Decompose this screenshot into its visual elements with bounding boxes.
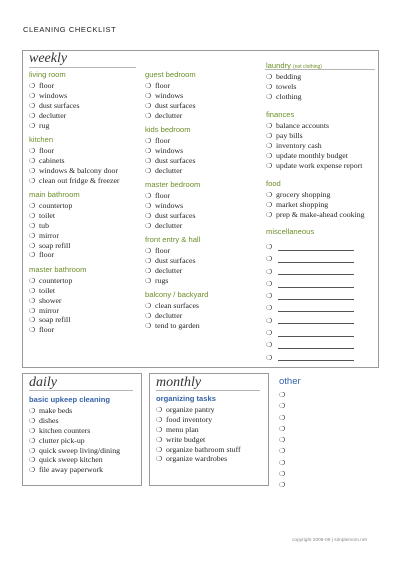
checklist-item bbox=[266, 82, 378, 92]
checklist-item bbox=[279, 468, 319, 479]
checklist-item-label: mirror bbox=[39, 230, 59, 240]
checklist-item bbox=[266, 339, 378, 351]
checklist-item bbox=[29, 436, 141, 446]
weekly-column-1 bbox=[29, 70, 144, 335]
food-section bbox=[266, 179, 378, 220]
checklist-item-label: update monthly budget bbox=[276, 150, 348, 160]
checklist-item bbox=[29, 166, 144, 176]
checkbox-icon[interactable]: ❍ bbox=[266, 92, 273, 101]
checklist-item bbox=[29, 296, 144, 306]
other-items bbox=[279, 389, 319, 491]
checklist-item-label: tub bbox=[39, 220, 49, 230]
laundry-items bbox=[266, 72, 378, 102]
checklist-item-label: rug bbox=[39, 120, 50, 130]
checklist-item-label: towels bbox=[276, 81, 297, 91]
checklist-item bbox=[29, 446, 141, 456]
checkbox-icon[interactable]: ❍ bbox=[279, 470, 286, 479]
checklist-item-label: dust surfaces bbox=[155, 210, 196, 220]
checklist-item bbox=[266, 315, 378, 327]
checklist-item-label: declutter bbox=[155, 265, 183, 275]
checkbox-icon[interactable]: ❍ bbox=[156, 445, 163, 454]
section-heading: living room bbox=[29, 70, 66, 79]
checkbox-icon[interactable]: ❍ bbox=[266, 279, 273, 288]
checklist-item-label: quick sweep living/dining bbox=[39, 445, 120, 455]
checklist-item-label: tend to garden bbox=[155, 321, 200, 331]
room-section bbox=[29, 70, 144, 130]
finances-section bbox=[266, 110, 378, 170]
checklist-item bbox=[266, 327, 378, 339]
room-section bbox=[145, 70, 260, 121]
checkbox-icon[interactable]: ❍ bbox=[29, 202, 36, 211]
checklist-item bbox=[29, 426, 141, 436]
checklist-item-label: balance accounts bbox=[276, 121, 330, 130]
checklist-item bbox=[29, 201, 144, 211]
room-section bbox=[145, 125, 260, 176]
checklist-item-label: dust surfaces bbox=[39, 100, 80, 110]
checklist-item bbox=[29, 111, 144, 121]
finances-heading: finances bbox=[266, 110, 295, 119]
checkbox-icon[interactable]: ❍ bbox=[29, 166, 36, 175]
checkbox-icon[interactable]: ❍ bbox=[29, 466, 36, 475]
checkbox-icon[interactable]: ❍ bbox=[29, 276, 36, 285]
checklist-item bbox=[29, 406, 141, 416]
checklist-item bbox=[29, 306, 144, 316]
checklist-item bbox=[145, 136, 260, 146]
checklist-item bbox=[29, 250, 144, 260]
food-items bbox=[266, 190, 378, 220]
checklist-item bbox=[266, 253, 378, 265]
checklist-item bbox=[145, 301, 260, 311]
checklist-item-label: market shopping bbox=[276, 199, 329, 209]
section-heading: master bathroom bbox=[29, 264, 87, 274]
checklist-item-label: dishes bbox=[39, 415, 59, 425]
checklist-item-label: windows bbox=[155, 145, 184, 155]
checkbox-icon[interactable]: ❍ bbox=[266, 141, 273, 150]
checklist-item bbox=[29, 416, 141, 426]
checklist-item-label: floor bbox=[39, 81, 55, 90]
daily-section bbox=[29, 395, 141, 475]
checkbox-icon[interactable]: ❍ bbox=[145, 257, 152, 266]
checkbox-icon[interactable]: ❍ bbox=[145, 221, 152, 230]
checklist-item-label: grocery shopping bbox=[276, 190, 331, 199]
checkbox-icon[interactable]: ❍ bbox=[266, 200, 273, 209]
checklist-item bbox=[266, 290, 378, 302]
checklist-item-label: dust surfaces bbox=[155, 155, 196, 165]
checklist-item-label: update work expense report bbox=[276, 160, 363, 170]
checkbox-icon[interactable]: ❍ bbox=[145, 101, 152, 110]
checkbox-icon[interactable]: ❍ bbox=[29, 436, 36, 445]
checklist-item-label: declutter bbox=[39, 110, 67, 120]
checkbox-icon[interactable]: ❍ bbox=[29, 121, 36, 130]
checklist-item-label: organize pantry bbox=[166, 405, 215, 414]
checkbox-icon[interactable]: ❍ bbox=[145, 302, 152, 311]
checkbox-icon[interactable]: ❍ bbox=[29, 101, 36, 110]
blank-line[interactable] bbox=[278, 281, 354, 288]
checkbox-icon[interactable]: ❍ bbox=[29, 176, 36, 185]
checklist-item-label: soap refill bbox=[39, 240, 71, 250]
checkbox-icon[interactable]: ❍ bbox=[29, 231, 36, 240]
checkbox-icon[interactable]: ❍ bbox=[145, 266, 152, 275]
checklist-item-label: quick sweep kitchen bbox=[39, 455, 103, 465]
checkbox-icon[interactable]: ❍ bbox=[29, 82, 36, 90]
checklist-item-label: windows bbox=[39, 90, 68, 100]
checklist-item bbox=[145, 276, 260, 286]
checklist-item bbox=[29, 221, 144, 231]
checklist-item bbox=[145, 266, 260, 276]
checklist-item-label: declutter bbox=[155, 311, 183, 321]
checklist-item-label: dust surfaces bbox=[155, 100, 196, 110]
checkbox-icon[interactable]: ❍ bbox=[29, 446, 36, 455]
checklist-item-label: floor bbox=[39, 250, 55, 260]
checklist-item-label: toilet bbox=[39, 210, 56, 220]
checklist-item bbox=[145, 256, 260, 266]
checklist-item bbox=[266, 278, 378, 290]
misc-section bbox=[266, 227, 378, 364]
checklist-item bbox=[279, 434, 319, 445]
checklist-item bbox=[29, 231, 144, 241]
checklist-item bbox=[266, 352, 378, 364]
checklist-item-label: organize bathroom stuff bbox=[166, 444, 241, 454]
section-heading: main bathroom bbox=[29, 190, 80, 200]
checkbox-icon[interactable]: ❍ bbox=[279, 481, 286, 490]
checkbox-icon[interactable]: ❍ bbox=[29, 221, 36, 230]
checklist-item-label: countertop bbox=[39, 275, 73, 285]
laundry-heading-label: laundry bbox=[266, 61, 291, 70]
checkbox-icon[interactable]: ❍ bbox=[145, 276, 152, 285]
checkbox-icon[interactable]: ❍ bbox=[29, 251, 36, 260]
checklist-item bbox=[156, 435, 268, 445]
checkbox-icon[interactable]: ❍ bbox=[29, 146, 36, 155]
checklist-item-label: floor bbox=[155, 81, 171, 90]
checkbox-icon[interactable]: ❍ bbox=[279, 447, 286, 456]
laundry-heading bbox=[266, 61, 378, 72]
checklist-item-label: windows & balcony door bbox=[39, 165, 119, 175]
checklist-item bbox=[29, 91, 144, 101]
checklist-item bbox=[145, 211, 260, 221]
checklist-item bbox=[266, 190, 378, 200]
checklist-item bbox=[145, 111, 260, 121]
misc-heading: miscellaneous bbox=[266, 227, 315, 236]
checkbox-icon[interactable]: ❍ bbox=[29, 211, 36, 220]
checkbox-icon[interactable]: ❍ bbox=[145, 156, 152, 165]
checkbox-icon[interactable]: ❍ bbox=[156, 415, 163, 424]
other-heading: other bbox=[279, 376, 301, 387]
checklist-item bbox=[29, 325, 144, 335]
checkbox-icon[interactable]: ❍ bbox=[29, 296, 36, 305]
checklist-item bbox=[29, 211, 144, 221]
checklist-item bbox=[145, 201, 260, 211]
blank-line[interactable] bbox=[278, 256, 354, 263]
checklist-item-label: organize wardrobes bbox=[166, 454, 228, 464]
checklist-item-label: clean out fridge & freezer bbox=[39, 175, 120, 185]
checklist-item-label: clutter pick-up bbox=[39, 435, 85, 445]
blank-line[interactable] bbox=[278, 354, 354, 361]
checkbox-icon[interactable]: ❍ bbox=[266, 73, 273, 81]
checkbox-icon[interactable]: ❍ bbox=[266, 292, 273, 301]
checkbox-icon[interactable]: ❍ bbox=[266, 341, 273, 350]
checklist-item bbox=[156, 445, 268, 455]
checklist-item bbox=[145, 166, 260, 176]
checklist-item bbox=[279, 412, 319, 423]
checkbox-icon[interactable]: ❍ bbox=[29, 326, 36, 335]
checkbox-icon[interactable]: ❍ bbox=[145, 146, 152, 155]
weekly-title: weekly bbox=[29, 51, 68, 66]
checkbox-icon[interactable]: ❍ bbox=[145, 192, 152, 201]
section-heading: guest bedroom bbox=[145, 70, 196, 79]
checkbox-icon[interactable]: ❍ bbox=[29, 456, 36, 465]
checklist-item bbox=[266, 266, 378, 278]
checkbox-icon[interactable]: ❍ bbox=[145, 166, 152, 175]
checklist-item-label: file away paperwork bbox=[39, 465, 104, 475]
checkbox-icon[interactable]: ❍ bbox=[145, 91, 152, 100]
checklist-item bbox=[29, 81, 144, 91]
checkbox-icon[interactable]: ❍ bbox=[156, 425, 163, 434]
checklist-item bbox=[266, 210, 378, 220]
checkbox-icon[interactable]: ❍ bbox=[145, 202, 152, 211]
checklist-item-label: cabinets bbox=[39, 155, 65, 165]
checkbox-icon[interactable]: ❍ bbox=[279, 402, 286, 411]
checklist-item bbox=[29, 241, 144, 251]
checkbox-icon[interactable]: ❍ bbox=[279, 458, 286, 467]
misc-items bbox=[266, 241, 378, 364]
blank-line[interactable] bbox=[278, 244, 354, 251]
checklist-item bbox=[29, 121, 144, 131]
checklist-item bbox=[266, 151, 378, 161]
room-section bbox=[145, 290, 260, 331]
checklist-item bbox=[266, 241, 378, 253]
checkbox-icon[interactable]: ❍ bbox=[29, 306, 36, 315]
checklist-item-label: write budget bbox=[166, 434, 206, 444]
checkbox-icon[interactable]: ❍ bbox=[29, 91, 36, 100]
checklist-item bbox=[145, 156, 260, 166]
page-title: CLEANING CHECKLIST bbox=[23, 25, 117, 34]
blank-line[interactable] bbox=[278, 293, 354, 300]
checklist-item bbox=[29, 156, 144, 166]
checklist-item bbox=[266, 131, 378, 141]
checklist-item-label: inventory cash bbox=[276, 140, 322, 150]
checklist-item bbox=[29, 276, 144, 286]
copyright-text: copyright 2008-09 | simplemom.net bbox=[292, 538, 367, 543]
checklist-item-label: countertop bbox=[39, 201, 73, 211]
checklist-item bbox=[279, 400, 319, 411]
checklist-item bbox=[145, 146, 260, 156]
daily-title: daily bbox=[29, 375, 57, 390]
finances-items bbox=[266, 121, 378, 170]
checklist-item bbox=[266, 141, 378, 151]
checkbox-icon[interactable]: ❍ bbox=[156, 406, 163, 414]
checkbox-icon[interactable]: ❍ bbox=[156, 435, 163, 444]
room-section bbox=[145, 180, 260, 231]
checklist-item-label: rugs bbox=[155, 275, 169, 285]
checklist-item-label: floor bbox=[155, 136, 171, 146]
blank-line[interactable] bbox=[278, 268, 354, 275]
monthly-section bbox=[156, 394, 268, 464]
checkbox-icon[interactable]: ❍ bbox=[145, 211, 152, 220]
section-heading: kitchen bbox=[29, 134, 54, 144]
checkbox-icon[interactable]: ❍ bbox=[29, 286, 36, 295]
checkbox-icon[interactable]: ❍ bbox=[266, 329, 273, 338]
checklist-item bbox=[266, 302, 378, 314]
checklist-item-label: bedding bbox=[276, 72, 302, 81]
checklist-item bbox=[279, 445, 319, 456]
daily-items bbox=[29, 406, 141, 475]
section-heading: balcony / backyard bbox=[145, 290, 209, 300]
checkbox-icon[interactable]: ❍ bbox=[29, 111, 36, 120]
section-heading: master bedroom bbox=[145, 180, 201, 190]
room-section bbox=[29, 265, 144, 335]
weekly-column-3 bbox=[266, 61, 378, 102]
checklist-item-label: make beds bbox=[39, 406, 73, 415]
checkbox-icon[interactable]: ❍ bbox=[29, 241, 36, 250]
checkbox-icon[interactable]: ❍ bbox=[145, 247, 152, 256]
checkbox-icon[interactable]: ❍ bbox=[266, 82, 273, 91]
checklist-item-label: kitchen counters bbox=[39, 425, 91, 435]
checkbox-icon[interactable]: ❍ bbox=[266, 210, 273, 219]
blank-line[interactable] bbox=[278, 330, 354, 337]
checkbox-icon[interactable]: ❍ bbox=[156, 455, 163, 464]
checklist-item bbox=[29, 146, 144, 156]
checklist-item bbox=[145, 191, 260, 201]
checklist-item bbox=[29, 315, 144, 325]
checklist-item-label: declutter bbox=[155, 110, 183, 120]
checklist-item bbox=[145, 81, 260, 91]
weekly-title-rule bbox=[29, 67, 136, 68]
checklist-item bbox=[156, 425, 268, 435]
checklist-item bbox=[266, 200, 378, 210]
checkbox-icon[interactable]: ❍ bbox=[266, 191, 273, 199]
checkbox-icon[interactable]: ❍ bbox=[145, 322, 152, 331]
checklist-item-label: prep & make-ahead cooking bbox=[276, 209, 365, 219]
checklist-item-label: soap refill bbox=[39, 315, 71, 325]
checklist-item bbox=[279, 423, 319, 434]
section-heading: kids bedroom bbox=[145, 125, 191, 135]
checkbox-icon[interactable]: ❍ bbox=[279, 436, 286, 445]
monthly-items bbox=[156, 405, 268, 464]
checklist-item-label: windows bbox=[155, 201, 184, 211]
checkbox-icon[interactable]: ❍ bbox=[266, 316, 273, 325]
checkbox-icon[interactable]: ❍ bbox=[266, 131, 273, 140]
checklist-item bbox=[29, 465, 141, 475]
checkbox-icon[interactable]: ❍ bbox=[145, 312, 152, 321]
checklist-item-label: floor bbox=[155, 191, 171, 201]
checklist-item-label: declutter bbox=[155, 165, 183, 175]
checkbox-icon[interactable]: ❍ bbox=[266, 267, 273, 276]
checkbox-icon[interactable]: ❍ bbox=[266, 161, 273, 170]
checkbox-icon[interactable]: ❍ bbox=[145, 137, 152, 146]
checklist-item bbox=[266, 121, 378, 131]
blank-line[interactable] bbox=[278, 342, 354, 349]
checklist-item-label: shower bbox=[39, 295, 62, 305]
checklist-item bbox=[156, 454, 268, 464]
checklist-item-label: floor bbox=[155, 246, 171, 256]
checklist-item-label: floor bbox=[39, 325, 55, 335]
checklist-item-label: mirror bbox=[39, 305, 59, 315]
blank-line[interactable] bbox=[278, 317, 354, 324]
checkbox-icon[interactable]: ❍ bbox=[29, 316, 36, 325]
laundry-note: (not clothing) bbox=[293, 64, 322, 70]
checklist-item-label: windows bbox=[155, 90, 184, 100]
checkbox-icon[interactable]: ❍ bbox=[29, 426, 36, 435]
monthly-title: monthly bbox=[156, 375, 202, 390]
checklist-item bbox=[279, 457, 319, 468]
checklist-item bbox=[266, 92, 378, 102]
checklist-item bbox=[145, 221, 260, 231]
checkbox-icon[interactable]: ❍ bbox=[266, 122, 273, 130]
section-heading: front entry & hall bbox=[145, 235, 201, 245]
checkbox-icon[interactable]: ❍ bbox=[145, 111, 152, 120]
checklist-item-label: floor bbox=[39, 145, 55, 155]
checklist-item bbox=[145, 101, 260, 111]
daily-title-rule bbox=[29, 390, 133, 391]
room-section bbox=[29, 135, 144, 186]
room-section bbox=[145, 235, 260, 286]
checklist-item-label: toilet bbox=[39, 285, 56, 295]
checkbox-icon[interactable]: ❍ bbox=[266, 304, 273, 313]
checkbox-icon[interactable]: ❍ bbox=[279, 424, 286, 433]
daily-heading: basic upkeep cleaning bbox=[29, 395, 111, 404]
checkbox-icon[interactable]: ❍ bbox=[29, 407, 36, 415]
checklist-item bbox=[29, 101, 144, 111]
checklist-item bbox=[279, 479, 319, 490]
checklist-item bbox=[145, 311, 260, 321]
checklist-item bbox=[266, 161, 378, 171]
checklist-item-label: clothing bbox=[276, 91, 302, 101]
checklist-item-label: clean surfaces bbox=[155, 301, 199, 311]
checklist-item-label: food inventory bbox=[166, 414, 213, 424]
checklist-item bbox=[29, 286, 144, 296]
room-section bbox=[29, 190, 144, 260]
monthly-title-rule bbox=[156, 390, 260, 391]
checklist-item-label: declutter bbox=[155, 220, 183, 230]
checklist-item-label: menu plan bbox=[166, 424, 199, 434]
checkbox-icon[interactable]: ❍ bbox=[29, 416, 36, 425]
checklist-item-label: dust surfaces bbox=[155, 256, 196, 266]
food-heading: food bbox=[266, 179, 281, 188]
checkbox-icon[interactable]: ❍ bbox=[279, 413, 286, 422]
checkbox-icon[interactable]: ❍ bbox=[266, 243, 273, 251]
weekly-column-2 bbox=[145, 70, 260, 331]
checklist-item-label: pay bills bbox=[276, 130, 303, 140]
checklist-item bbox=[266, 72, 378, 82]
checklist-item bbox=[29, 176, 144, 186]
checkbox-icon[interactable]: ❍ bbox=[145, 82, 152, 90]
checklist-item bbox=[145, 321, 260, 331]
checkbox-icon[interactable]: ❍ bbox=[29, 156, 36, 165]
checkbox-icon[interactable]: ❍ bbox=[266, 151, 273, 160]
monthly-heading: organizing tasks bbox=[156, 394, 216, 403]
checklist-item bbox=[145, 91, 260, 101]
checklist-item bbox=[279, 389, 319, 400]
checkbox-icon[interactable]: ❍ bbox=[266, 255, 273, 264]
checklist-item bbox=[29, 455, 141, 465]
checklist-item bbox=[156, 405, 268, 415]
blank-line[interactable] bbox=[278, 305, 354, 312]
checkbox-icon[interactable]: ❍ bbox=[279, 391, 286, 399]
checkbox-icon[interactable]: ❍ bbox=[266, 353, 273, 362]
checklist-item bbox=[145, 246, 260, 256]
checklist-item bbox=[156, 415, 268, 425]
